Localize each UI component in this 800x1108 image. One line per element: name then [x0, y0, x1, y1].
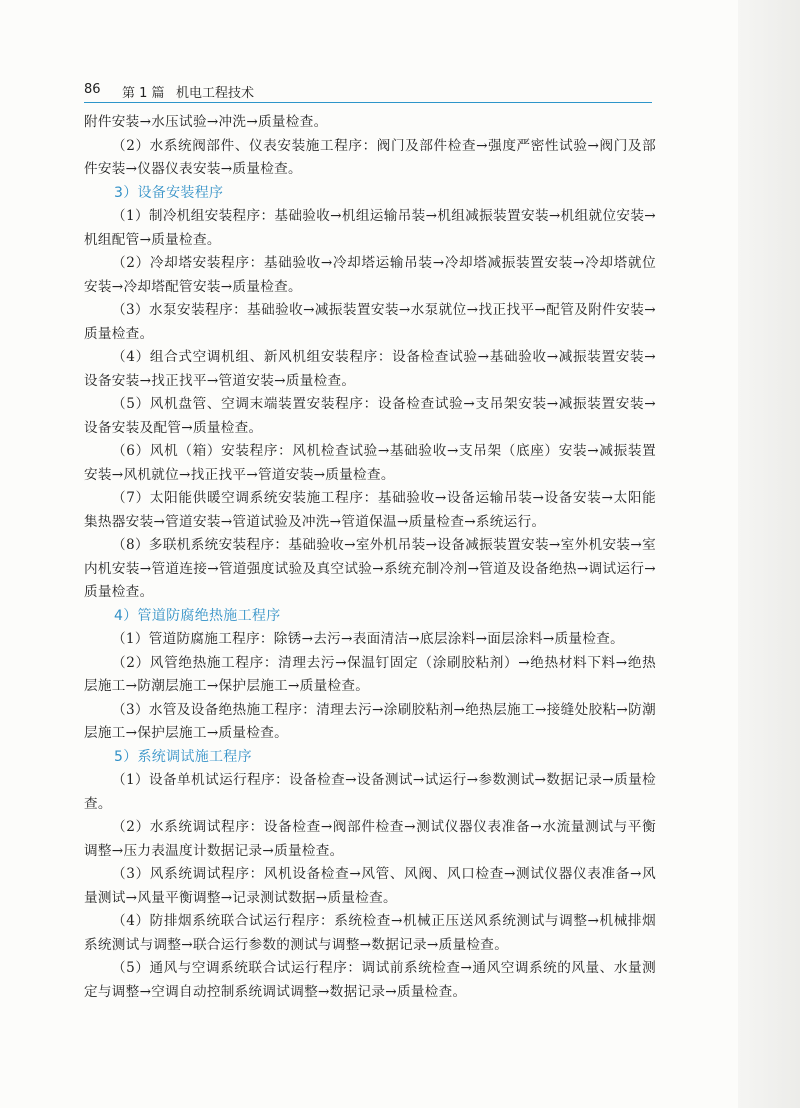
- paragraph: （3）水泵安装程序：基础验收→减振装置安装→水泵就位→找正找平→配管及附件安装→质量检查。: [84, 302, 656, 342]
- paragraph: （3）风系统调试程序：风机设备检查→风管、风阀、风口检查→测试仪器仪表准备→风量测试→风量平衡调整→记录测试数据→质量检查。: [84, 866, 656, 906]
- paragraph: （1）管道防腐施工程序：除锈→去污→表面清洁→底层涂料→面层涂料→质量检查。: [112, 631, 624, 647]
- paragraph: （2）风管绝热施工程序：清理去污→保温钉固定（涂刷胶粘剂）→绝热材料下料→绝热层施工→防潮层施工→保护层施工→质量检查。: [84, 654, 656, 694]
- paragraph: （6）风机（箱）安装程序：风机检查试验→基础验收→支吊架（底座）安装→减振装置安装→风机就位→找正找平→管道安装→质量检查。: [84, 443, 656, 483]
- page-body: [84, 111, 656, 1004]
- page-number: 86: [84, 82, 101, 97]
- section-heading: 5）系统调试施工程序: [114, 748, 252, 765]
- chapter-title: 机电工程技术: [176, 86, 255, 101]
- page-edge: [738, 0, 800, 1108]
- paragraph: （2）水系统阀部件、仪表安装施工程序：阀门及部件检查→强度严密性试验→阀门及部件安装→仪器仪表安装→质量检查。: [84, 137, 656, 177]
- paragraph: （7）太阳能供暖空调系统安装施工程序：基础验收→设备运输吊装→设备安装→太阳能集热器安装→管道安装→管道试验及冲洗→管道保温→质量检查→系统运行。: [84, 490, 656, 530]
- paragraph: （4）组合式空调机组、新风机组安装程序：设备检查试验→基础验收→减振装置安装→设备安装→找正找平→管道安装→质量检查。: [84, 349, 656, 389]
- paragraph: （1）设备单机试运行程序：设备检查→设备测试→试运行→参数测试→数据记录→质量检查。: [84, 772, 656, 812]
- paragraph: 附件安装→水压试验→冲洗→质量检查。: [84, 114, 328, 130]
- section-heading: 3）设备安装程序: [114, 184, 224, 201]
- running-header: [84, 80, 652, 103]
- paragraph: （2）冷却塔安装程序：基础验收→冷却塔运输吊装→冷却塔减振装置安装→冷却塔就位安装→冷却塔配管安装→质量检查。: [84, 255, 656, 295]
- paragraph: （2）水系统调试程序：设备检查→阀部件检查→测试仪器仪表准备→水流量测试与平衡调整→压力表温度计数据记录→质量检查。: [84, 819, 656, 859]
- paragraph: （8）多联机系统安装程序：基础验收→室外机吊装→设备减振装置安装→室外机安装→室内机安装→管道连接→管道强度试验及真空试验→系统充制冷剂→管道及设备绝热→调试运行→质量检查。: [84, 537, 656, 600]
- section-heading: 4）管道防腐绝热施工程序: [114, 607, 281, 624]
- paragraph: （4）防排烟系统联合试运行程序：系统检查→机械正压送风系统测试与调整→机械排烟系统测试与调整→联合运行参数的测试与调整→数据记录→质量检查。: [84, 913, 656, 953]
- paragraph: （5）通风与空调系统联合试运行程序：调试前系统检查→通风空调系统的风量、水量测定与调整→空调自动控制系统调试调整→数据记录→质量检查。: [84, 960, 656, 1000]
- paragraph: （1）制冷机组安装程序：基础验收→机组运输吊装→机组减振装置安装→机组就位安装→机组配管→质量检查。: [84, 208, 656, 248]
- paragraph: （3）水管及设备绝热施工程序：清理去污→涂刷胶粘剂→绝热层施工→接缝处胶粘→防潮层施工→保护层施工→质量检查。: [84, 701, 656, 741]
- part-label: 第 1 篇: [122, 86, 165, 101]
- paragraph: （5）风机盘管、空调末端装置安装程序：设备检查试验→支吊架安装→减振装置安装→设备安装及配管→质量检查。: [84, 396, 656, 436]
